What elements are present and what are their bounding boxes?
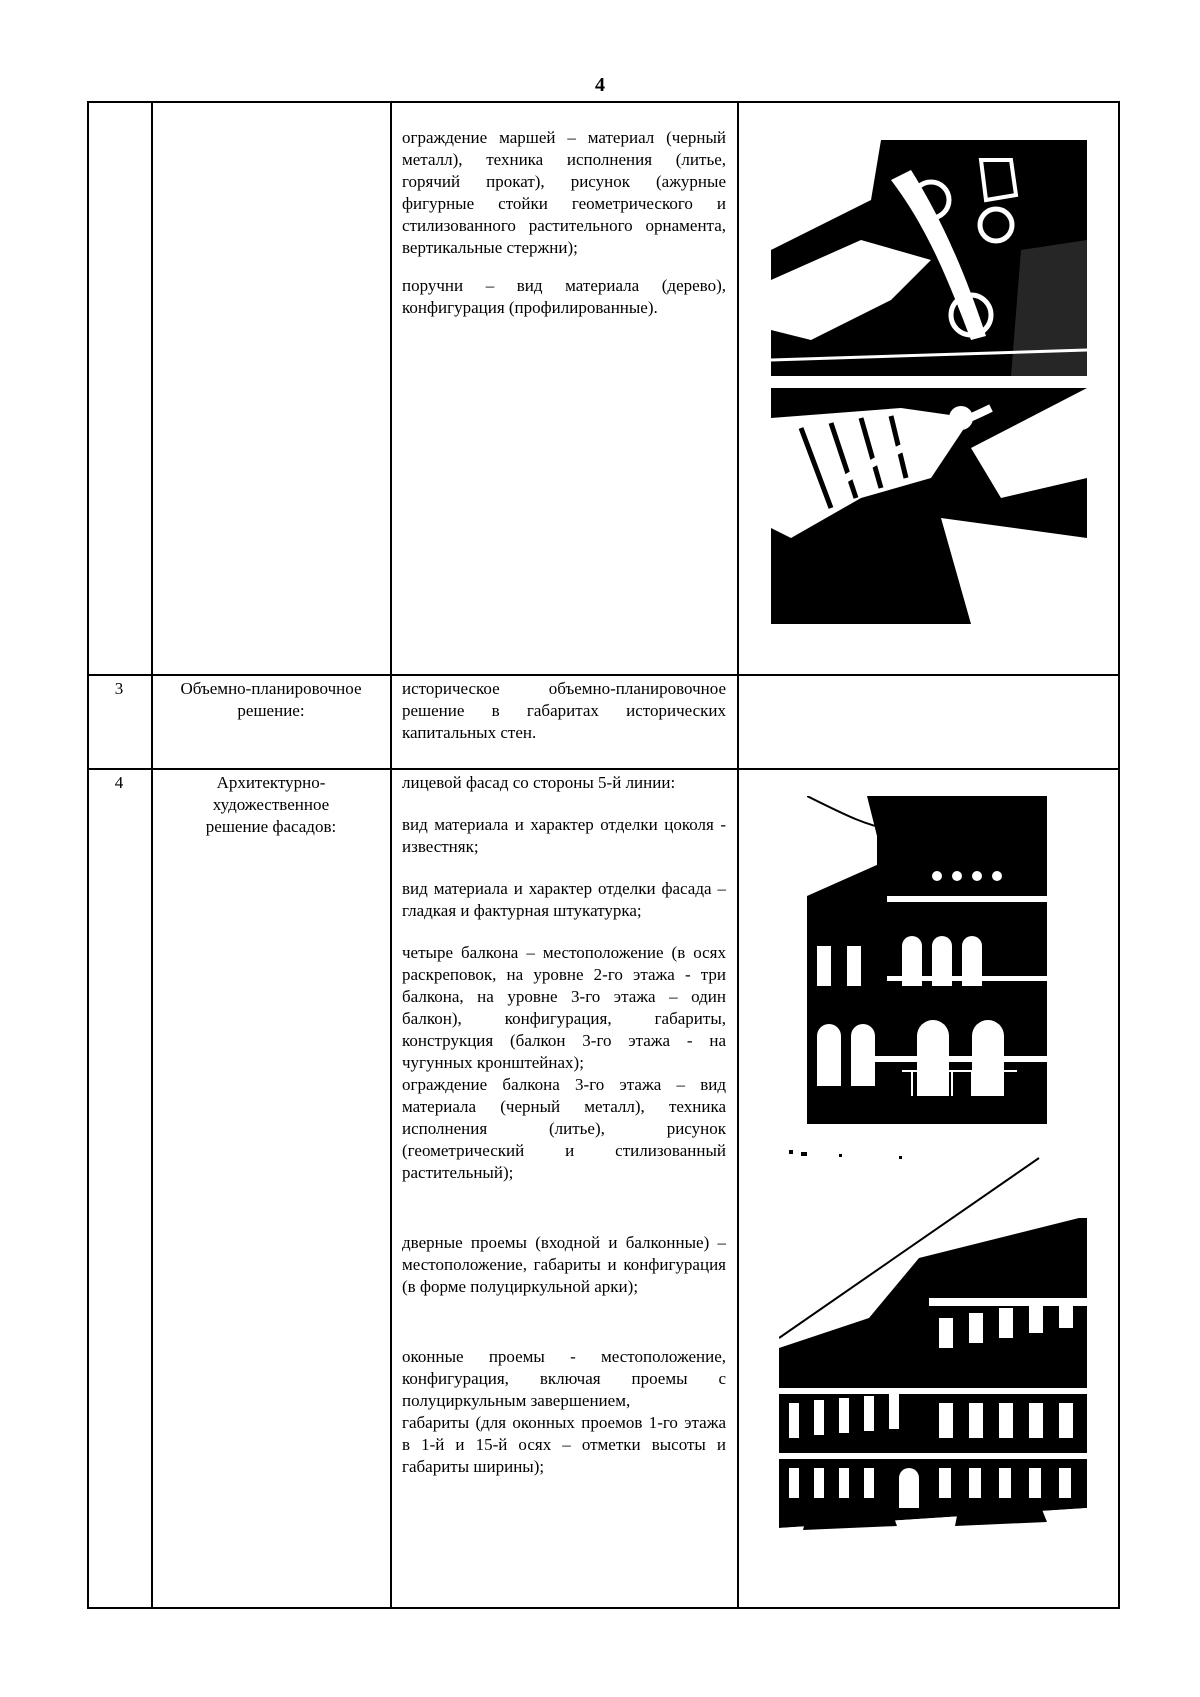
description-paragraph: четыре балкона – местоположение (в осях раскреповок, на уровне 2-го этажа - три балкона, на уровне 3-го этажа – один балкон), конфигурация, габариты, конструкция (балкон 3-го этажа - на чугунных кронштейнах); <box>402 943 726 1072</box>
table-border-left <box>87 101 89 1609</box>
description-paragraph: вид материала и характер отделки цоколя - известняк; <box>402 815 726 856</box>
table-border-right <box>1118 101 1120 1609</box>
row-name: Архитектурно-художественное решение фасадов: <box>205 773 337 836</box>
table-row-divider <box>87 674 1120 676</box>
table-border-bottom <box>87 1607 1120 1609</box>
table-column-divider <box>151 101 153 1609</box>
description-paragraph: ограждение балкона 3-го этажа – вид материала (черный металл), техника исполнения (литье), рисунок (геометрический и стилизованный растительный); <box>402 1075 726 1182</box>
handrail-photo <box>771 388 1087 624</box>
description-paragraph: лицевой фасад со стороны 5-й линии: <box>402 773 676 792</box>
row-number: 4 <box>114 773 124 792</box>
description-paragraph: вид материала и характер отделки фасада – гладкая и фактурная штукатурка; <box>402 879 726 920</box>
facade-detail-photo <box>807 796 1047 1124</box>
row-name: Объемно-планировочное решение: <box>180 679 362 720</box>
row-description <box>402 772 726 1478</box>
table-column-divider <box>390 101 392 1609</box>
table-border-top <box>87 101 1120 103</box>
description-paragraph: поручни – вид материала (дерево), конфигурация (профилированные). <box>402 276 726 317</box>
description-paragraph: историческое объемно-планировочное решение в габаритах исторических капитальных стен. <box>402 679 726 742</box>
description-paragraph: дверные проемы (входной и балконные) – местоположение, габариты и конфигурация (в форме полуциркульной арки); <box>402 1233 726 1296</box>
row-description <box>402 127 726 319</box>
description-paragraph: ограждение маршей – материал (черный металл), техника исполнения (литье, горячий прокат), рисунок (ажурные фигурные стойки геометрического и стилизованного растительного орнамента, вертикальные стержни); <box>402 128 726 257</box>
stair-railing-photo <box>771 140 1087 376</box>
description-paragraph: габариты (для оконных проемов 1-го этажа в 1-й и 15-й осях – отметки высоты и габариты ширины); <box>402 1413 726 1476</box>
row-number: 3 <box>114 679 124 698</box>
page-number: 4 <box>595 74 605 96</box>
row-description <box>402 678 726 744</box>
street-facade-photo <box>779 1148 1087 1552</box>
table-row-divider <box>87 768 1120 770</box>
table-column-divider <box>737 101 739 1609</box>
description-paragraph: оконные проемы - местоположение, конфигурация, включая проемы с полуциркульным завершением, <box>402 1347 726 1410</box>
